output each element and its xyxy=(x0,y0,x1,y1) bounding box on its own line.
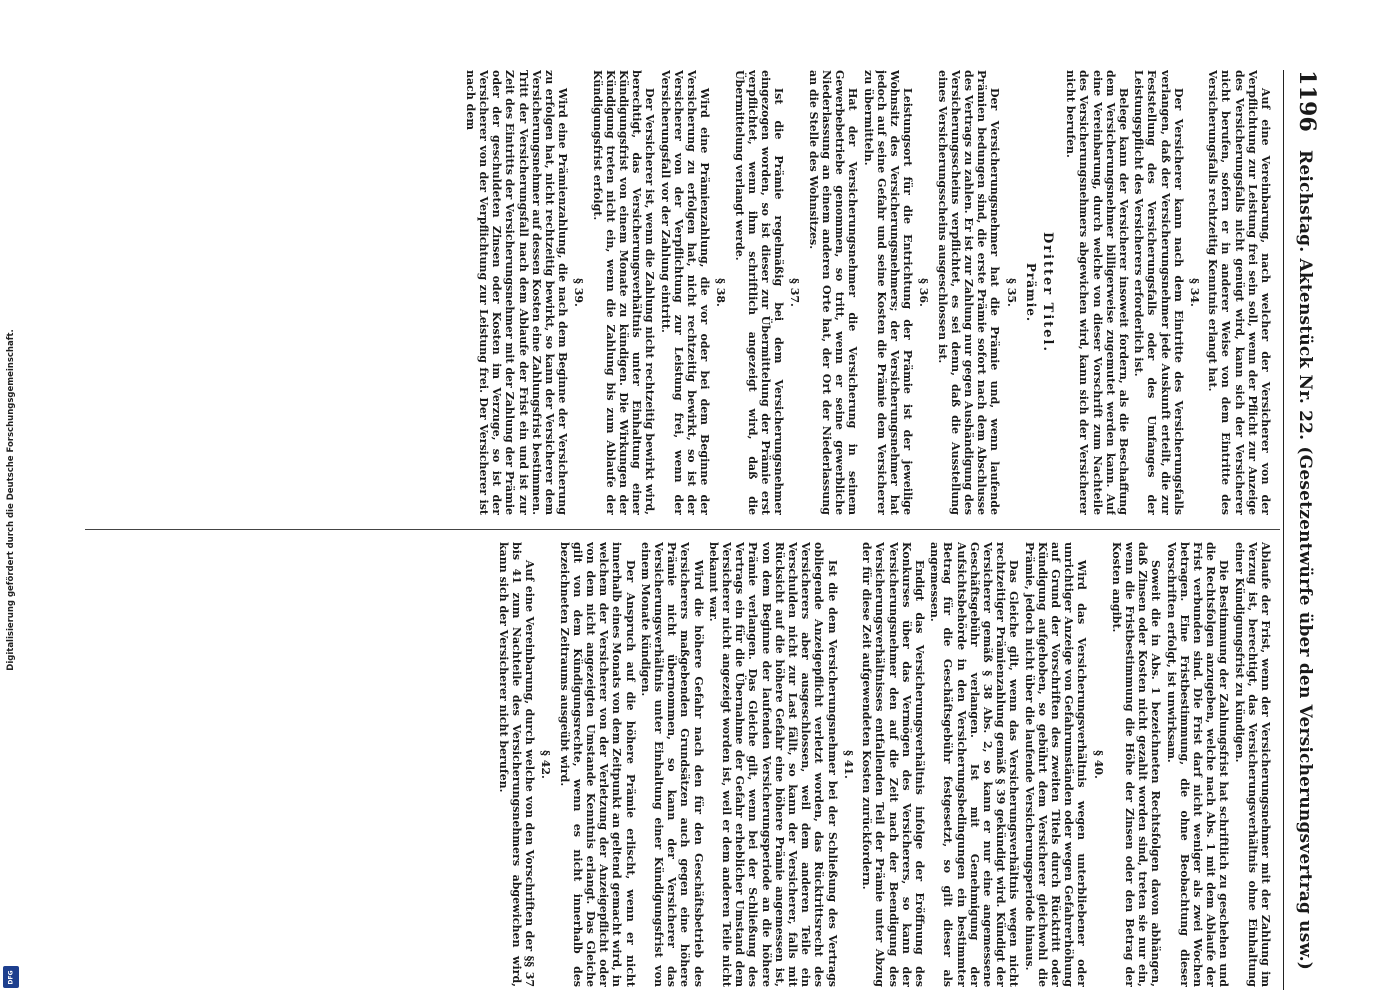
title-heading: Dritter Titel. xyxy=(1039,231,1055,354)
section-number: § 39. xyxy=(572,278,586,307)
paragraph: Auf eine Vereinbarung, nach welcher der Versicherer von der Verpflichtung zur Leistung frei sein soll, wenn der Pflicht zur Anzeige des Versicherungsfalls nicht genügt wird, kann sich der Versicherer nicht berufen, sofern er in anderer Weise von dem Eintritte des Versicherungsfalls rechtzeitig Kenntnis erlangt hat. xyxy=(1206,70,1272,515)
page-title: Reichstag. Aktenstück Nr. 22. (Gesetzentwürfe über den Versicherungsvertrag usw.) xyxy=(1295,150,1315,971)
paragraph: Hat der Versicherungsnehmer die Versicherung in seinem Gewerbebetriebe genommen, so tritt, wenn er seine gewerbliche Niederlassung an einem anderen Orte hat, der Ort der Niederlassung an die Stelle des Wohnsitzes. xyxy=(806,70,860,515)
paragraph: Ist die dem Versicherungsnehmer bei der Schließung des Vertrags obliegende Anzeigepflicht verletzt worden, das Rücktrittsrecht des Versicherers aber ausgeschlossen, weil dem anderen Teile ein Verschulden nicht zur Last fällt, so kann der Versicherer, falls mit Rücksicht auf die höhere Gefahr eine höhere Prämie angemessen ist, von dem Beginne der laufenden Versicherungsperiode an die höhere Prämie verlangen. Das Gleiche gilt, wenn bei der Schließung des Vertrags ein für die Übernahme der Gefahr erheblicher Umstand dem Versicherer nicht angezeigt worden ist, weil er dem anderen Teile nicht bekannt war. xyxy=(706,542,839,987)
running-head xyxy=(1286,70,1320,990)
dfg-logo-icon: DFG xyxy=(3,966,19,988)
scanned-page-frame xyxy=(80,70,1320,990)
section-number: § 38. xyxy=(714,278,728,307)
paragraph: Soweit die in Abs. 1 bezeichneten Rechtsfolgen davon abhängen, daß Zinsen oder Kosten nicht gezahlt worden sind, treten sie nur ein, wenn die Fristbestimmung die Höhe der Zinsen oder den Betrag der Kosten angibt. xyxy=(1109,542,1163,987)
scanned-page xyxy=(80,70,1320,990)
right-column xyxy=(82,542,1272,987)
paragraph: Die Bestimmung der Zahlungsfrist hat schriftlich zu geschehen und die Rechtsfolgen anzugeben, welche nach Abs. 1 mit dem Ablaufe der Frist verbunden sind. Die Frist darf nicht weniger als zwei Wochen betragen. Eine Fristbestimmung, die ohne Beobachtung dieser Vorschriften erfolgt, ist unwirksam. xyxy=(1164,542,1231,987)
section-number: § 37. xyxy=(788,278,802,307)
digitization-credit-strip xyxy=(0,0,22,1000)
section-number: § 34. xyxy=(1187,278,1201,307)
paragraph: Ablaufe der Frist, wenn der Versicherungsnehmer mit der Zahlung im Verzug ist, berechtigt, das Versicherungsverhältnis ohne Einhaltung einer Kündigungsfrist zu kündigen. xyxy=(1232,542,1272,987)
section-number: § 40. xyxy=(1091,750,1105,779)
paragraph: Wird das Versicherungsverhältnis wegen unterbliebener oder unrichtiger Anzeige von Gefahrumständen oder wegen Gefahrerhöhung auf Grund der Vorschriften des zweiten Titels durch Rücktritt oder Kündigung aufgehoben, so gebührt dem Versicherer gleichwohl die Prämie, jedoch nicht über die laufende Versicherungsperiode hinaus. xyxy=(1022,542,1089,987)
digitization-credit: Digitalisierung gefördert durch die Deutsche Forschungsgemeinschaft. xyxy=(6,329,16,671)
page-number: 1196 xyxy=(1294,70,1320,133)
section-number: § 41. xyxy=(841,750,855,779)
column-divider xyxy=(85,529,1280,530)
paragraph: Das Gleiche gilt, wenn das Versicherungsverhältnis wegen nicht rechtzeitiger Prämienzahlung gemäß § 39 gekündigt wird. Kündigt der Versicherer gemäß § 38 Abs. 2, so kann er nur eine angemessene Geschäftsgebühr verlangen. Ist mit Genehmigung der Aufsichtsbehörde in den Versicherungsbedingungen ein bestimmter Betrag für die Geschäftsgebühr festgesetzt, so gilt dieser als angemessen. xyxy=(928,542,1021,987)
paragraph: Leistungsort für die Entrichtung der Prämie ist der jeweilige Wohnsitz des Versicherungsnehmers; der Versicherungsnehmer hat jedoch auf seine Gefahr und seine Kosten die Prämie dem Versicherer zu übermitteln. xyxy=(861,70,915,515)
paragraph: Der Anspruch auf die höhere Prämie erlischt, wenn er nicht innerhalb eines Monats von dem Zeitpunkt an geltend gemacht wird, in welchem der Versicherer von der Verletzung der Anzeigepflicht oder von dem nicht angezeigten Umstande Kenntnis erlangt. Das Gleiche gilt von dem Kündigungsrechte, wenn es nicht innerhalb des bezeichneten Zeitraums ausgeübt wird. xyxy=(557,542,637,987)
section-number: § 36. xyxy=(917,278,931,307)
section-number: § 42. xyxy=(539,750,553,779)
paragraph: Endigt das Versicherungsverhältnis infolge der Eröffnung des Konkurses über das Vermögen des Versicherers, so kann der Versicherungsnehmer den auf die Zeit nach der Beendigung des Versicherungsverhältnisses entfallenden Teil der Prämie unter Abzug der für diese Zeit aufgewendeten Kosten zurückfordern. xyxy=(860,542,926,987)
paragraph: Wird eine Prämienzahlung, die vor oder bei dem Beginne der Versicherung zu erfolgen hat, nicht rechtzeitig bewirkt, so ist der Versicherer von der Verpflichtung zur Leistung frei, wenn der Versicherungsfall vor der Zahlung eintritt. xyxy=(658,70,712,515)
header-rule xyxy=(1283,70,1284,990)
paragraph: Wird eine Prämienzahlung, die nach dem Beginne der Versicherung zu erfolgen hat, nicht rechtzeitig bewirkt, so kann der Versicherer dem Versicherungsnehmer auf dessen Kosten eine Zahlungsfrist bestimmen. Tritt der Versicherungsfall nach dem Ablaufe der Frist ein und ist zur Zeit des Eintritts der Versicherungsnehmer mit der Zahlung der Prämie oder der geschuldeten Zinsen oder Kosten im Verzuge, so ist der Versicherer von der Verpflichtung zur Leistung frei. Der Versicherer ist nach dem xyxy=(463,70,570,515)
paragraph: Wird die höhere Gefahr nach den für den Geschäftsbetrieb des Versicherers maßgebenden Grundsätzen auch gegen eine höhere Prämie nicht übernommen, so kann der Versicherer das Versicherungsverhältnis unter Einhaltung einer Kündigungsfrist von einem Monate kündigen. xyxy=(638,542,705,987)
title-subheading: Prämie. xyxy=(1023,262,1038,323)
paragraph: Auf eine Vereinbarung, durch welche von den Vorschriften der §§ 37 bis 41 zum Nachteile des Versicherungsnehmers abgewichen wird, kann sich der Versicherer nicht berufen. xyxy=(496,542,537,987)
paragraph: Der Versicherer ist, wenn die Zahlung nicht rechtzeitig bewirkt wird, berechtigt, das Versicherungsverhältnis unter Einhaltung einer Kündigungsfrist von einem Monate zu kündigen. Die Wirkungen der Kündigung treten nicht ein, wenn die Zahlung bis zum Ablaufe der Kündigungsfrist erfolgt. xyxy=(590,70,657,515)
paragraph: Der Versicherungsnehmer hat die Prämie und, wenn laufende Prämien bedungen sind, die erste Prämie sofort nach dem Abschlusse des Vertrags zu zahlen. Er ist zur Zahlung nur gegen Aushändigung des Versicherungsscheins verpflichtet, es sei denn, daß die Ausstellung eines Versicherungsscheins ausgeschlossen ist. xyxy=(935,70,1002,515)
paragraph: Belege kann der Versicherer insoweit fordern, als die Beschaffung dem Versicherungsnehmer billigerweise zugemutet werden kann. Auf eine Vereinbarung, durch welche von dieser Vorschrift zum Nachteile des Versicherungsnehmers abgewichen wird, kann sich der Versicherer nicht berufen. xyxy=(1064,70,1130,515)
left-column xyxy=(82,70,1272,515)
paragraph: Ist die Prämie regelmäßig bei dem Versicherungsnehmer eingezogen worden, so ist dieser zur Übermittelung der Prämie erst verpflichtet, wenn ihm schriftlich angezeigt wird, daß die Übermittelung verlangt werde. xyxy=(732,70,786,515)
paragraph: Der Versicherer kann nach dem Eintritte des Versicherungsfalls verlangen, daß der Versicherungsnehmer jede Auskunft erteilt, die zur Feststellung des Versicherungsfalls oder des Umfanges der Leistungspflicht des Versicherers erforderlich ist. xyxy=(1132,70,1185,515)
section-number: § 35. xyxy=(1004,278,1018,307)
